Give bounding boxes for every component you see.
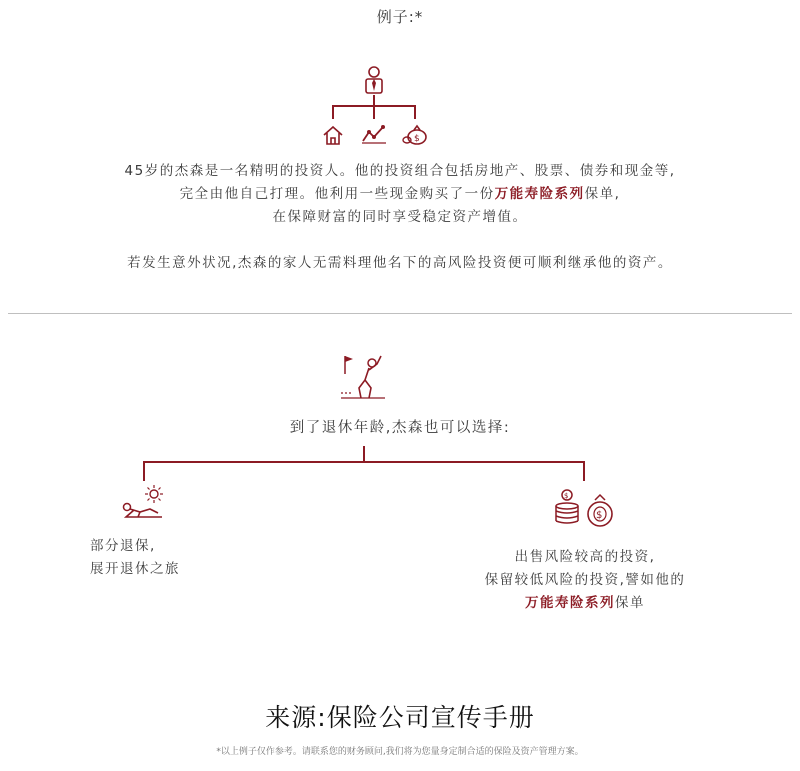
svg-text:$: $ xyxy=(596,510,603,521)
tree-branch-right xyxy=(414,105,416,119)
intro-line-2-post: 保单, xyxy=(584,186,621,202)
svg-text:$: $ xyxy=(564,492,569,500)
tree2-bar xyxy=(143,461,585,463)
line-chart-icon xyxy=(361,124,387,144)
intro-line-2-pre: 完全由他自己打理。他利用一些现金购买了一份 xyxy=(179,186,495,202)
disclaimer: *以上例子仅作参考。请联系您的财务顾问,我们将为您量身定制合适的保险及资产管理方案。 xyxy=(216,747,584,757)
tree2-branch-right xyxy=(583,461,585,481)
option-right-line-3-post: 保单 xyxy=(615,595,645,611)
sun-icon xyxy=(144,484,164,504)
intro-line-2 xyxy=(0,183,800,206)
tree2-branch-left xyxy=(143,461,145,481)
money-bag-icon xyxy=(402,123,428,145)
option-right-line-1: 出售风险较高的投资, xyxy=(514,549,656,565)
option-right-line-3 xyxy=(420,592,750,615)
money-bag-icon xyxy=(585,494,615,528)
product-name-highlight: 万能寿险系列 xyxy=(525,595,615,611)
tree2-stem xyxy=(363,446,365,462)
retirement-question: 到了退休年龄,杰森也可以选择: xyxy=(289,420,511,436)
intro-line-1: 45岁的杰森是一名精明的投资人。他的投资组合包括房地产、股票、债券和现金等, xyxy=(124,163,676,179)
source-caption: 来源:保险公司宣传手册 xyxy=(265,703,535,732)
option-left-line-1: 部分退保, xyxy=(90,538,156,554)
option-left-line-2: 展开退休之旅 xyxy=(90,561,180,577)
page-title: 例子:* xyxy=(376,8,424,26)
intro-line-3: 在保障财富的同时享受稳定资产增值。 xyxy=(272,209,528,225)
intro-line-4: 若发生意外状况,杰森的家人无需料理他名下的高风险投资便可顺利继承他的资产。 xyxy=(127,255,673,271)
product-name-highlight: 万能寿险系列 xyxy=(494,186,585,202)
option-right-line-2: 保留较低风险的投资,譬如他的 xyxy=(484,572,686,588)
section-divider xyxy=(8,313,792,314)
businessman-icon xyxy=(364,66,384,94)
golfer-icon xyxy=(339,354,387,402)
coin-stack-icon xyxy=(552,488,582,526)
house-icon xyxy=(322,125,344,145)
tree-branch-left xyxy=(332,105,334,119)
svg-text:$: $ xyxy=(414,134,420,144)
tree-branch-mid xyxy=(373,105,375,119)
